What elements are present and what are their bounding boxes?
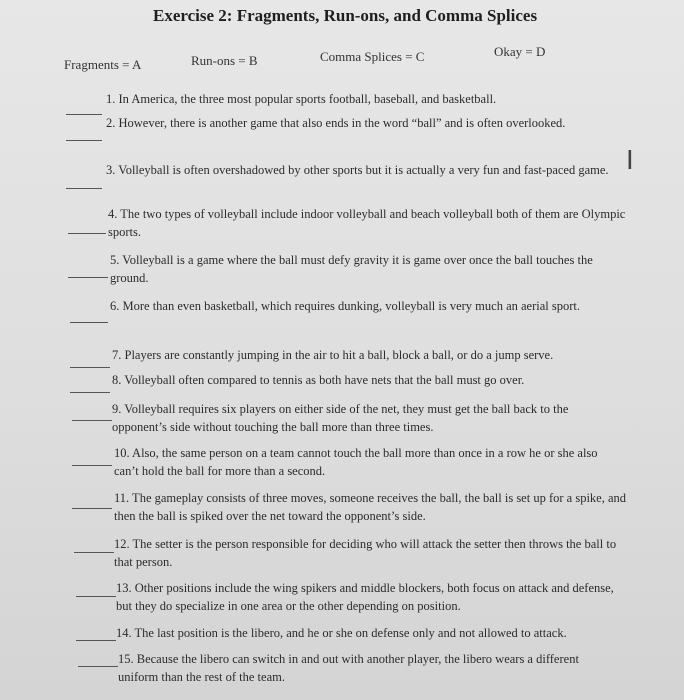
answer-blank[interactable] — [70, 367, 110, 368]
answer-blank[interactable] — [70, 392, 110, 393]
question-text: 14. The last position is the libero, and he or she on defense only and not allowed to attack. — [116, 626, 567, 640]
answer-blank[interactable] — [68, 277, 108, 278]
question-text: 15. Because the libero can switch in and out with another player, the libero wears a different uniform than the rest of the team. — [118, 652, 579, 684]
answer-blank[interactable] — [72, 465, 112, 466]
question-text: 13. Other positions include the wing spikers and middle blockers, both focus on attack and defense, but they do specialize in one area or the other depending on position. — [116, 581, 614, 613]
question-text: 5. Volleyball is a game where the ball must defy gravity it is game over once the ball touches the ground. — [110, 253, 593, 285]
answer-blank[interactable] — [72, 420, 112, 421]
answer-blank[interactable] — [72, 508, 112, 509]
answer-blank[interactable] — [68, 233, 106, 234]
answer-blank[interactable] — [76, 640, 116, 641]
question-text: 12. The setter is the person responsible for deciding who will attack the setter then throws the ball to that person. — [114, 537, 617, 569]
question-text: 4. The two types of volleyball include indoor volleyball and beach volleyball both of them are Olympic sports. — [108, 207, 626, 239]
question-text: 3. Volleyball is often overshadowed by other sports but it is actually a very fun and fast-paced game. — [106, 163, 609, 177]
question-text: 2. However, there is another game that also ends in the word “ball” and is often overlooked. — [106, 116, 566, 130]
key-okay: Okay = D — [494, 44, 546, 59]
question-text: 10. Also, the same person on a team cannot touch the ball more than once in a row he or she also can’t hold the ball for more than a second. — [114, 446, 598, 478]
question-text: 11. The gameplay consists of three moves, someone receives the ball, the ball is set up for a spike, and then the ball is spiked over the net toward the opponent’s side. — [114, 491, 627, 523]
key-runons: Run-ons = B — [191, 53, 258, 68]
question-text: 8. Volleyball often compared to tennis as both have nets that the ball must go over. — [112, 373, 525, 387]
text-cursor-icon: I — [626, 146, 634, 176]
key-fragments: Fragments = A — [64, 57, 142, 72]
answer-blank[interactable] — [66, 188, 102, 189]
question-text: 7. Players are constantly jumping in the air to hit a ball, block a ball, or do a jump serve. — [112, 348, 554, 362]
question-text: 6. More than even basketball, which requires dunking, volleyball is very much an aerial sport. — [110, 299, 581, 313]
question-text: 1. In America, the three most popular sports football, baseball, and basketball. — [106, 92, 497, 106]
page-title: Exercise 2: Fragments, Run-ons, and Comma Splices — [153, 6, 538, 25]
answer-blank[interactable] — [70, 322, 108, 323]
question-text: 9. Volleyball requires six players on either side of the net, they must get the ball back to the opponent’s side without touching the ball more than three times. — [112, 402, 569, 434]
answer-blank[interactable] — [66, 114, 102, 115]
answer-blank[interactable] — [76, 596, 116, 597]
key-comma-splices: Comma Splices = C — [320, 49, 425, 64]
answer-blank[interactable] — [66, 140, 102, 141]
answer-blank[interactable] — [74, 552, 114, 553]
answer-blank[interactable] — [78, 666, 118, 667]
